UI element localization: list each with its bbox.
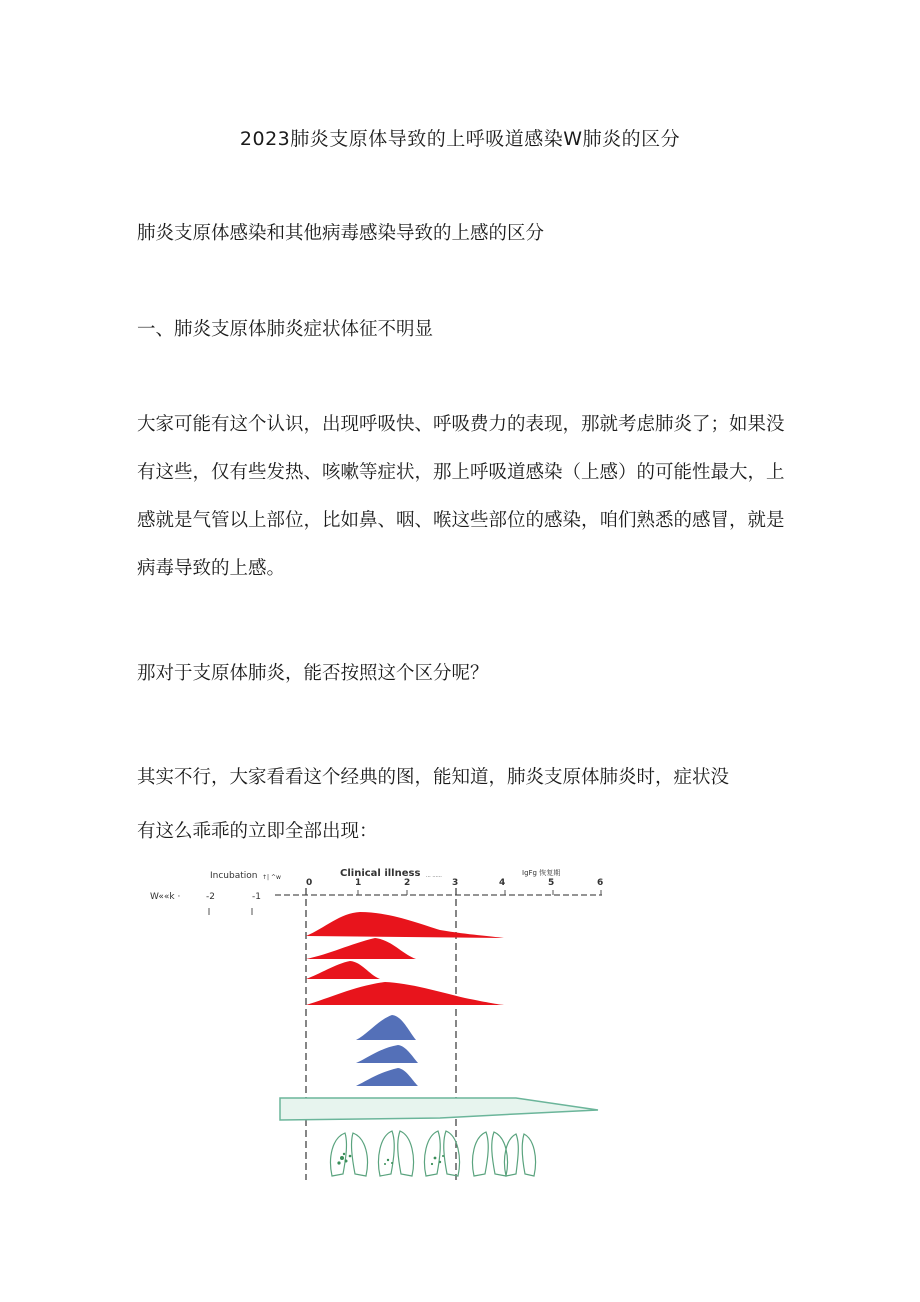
- tick-label-3: 3: [452, 878, 459, 888]
- antibody-curve-3: [356, 1068, 418, 1086]
- body-paragraph-2: 那对于支原体肺炎，能否按照这个区分呢？: [137, 663, 489, 684]
- body-paragraph-1: 大家可能有这个认识，出现呼吸快、呼吸费力的表现，那就考虑肺炎了；如果没有这些，仅有些发热、咳嗽等症状，那上呼吸道感染（上感）的可能性最大，上感就是气管以上部位，比如鼻、咽、喉这些部位的感染，咱们熟悉的感冒，就是病毒导致的上感。: [137, 414, 785, 579]
- symptom-curve-4: [306, 982, 504, 1005]
- lung-icon-4: [473, 1132, 508, 1176]
- antibody-curve-1: [356, 1015, 416, 1040]
- lung-icon-1: [331, 1133, 368, 1176]
- weeks-label: W««k ·: [150, 892, 181, 902]
- lung-icons: [331, 1131, 536, 1176]
- section-heading: 一、肺炎支原体肺炎症状体征不明显: [137, 319, 434, 340]
- document-title: 2023肺炎支原体导致的上呼吸道感染W肺炎的区分: [239, 128, 681, 150]
- symptom-curve-2: [306, 938, 416, 959]
- body-paragraph-3a: 其实不行，大家看看这个经典的图，能知道，肺炎支原体肺炎时，症状没: [137, 767, 730, 788]
- antibody-curve-2: [356, 1045, 418, 1063]
- tick-label-5: 5: [548, 878, 555, 888]
- timeline-diagram: [140, 858, 620, 1188]
- tick-label-0: 0: [306, 878, 313, 888]
- illness-timeline-figure: [140, 858, 620, 1188]
- tick-label-1: 1: [355, 878, 362, 888]
- clinical-illness-sublabel: ... ......: [426, 873, 442, 879]
- lung-icon-3: [425, 1131, 460, 1176]
- body-paragraph-3b: 有这么乖乖的立即全部出现：: [137, 821, 378, 842]
- subtitle: 肺炎支原体感染和其他病毒感染导致的上感的区分: [137, 223, 545, 244]
- lung-icon-2: [379, 1131, 414, 1176]
- incubation-label: Incubation: [210, 871, 258, 881]
- tick-label-m1: -1: [252, 892, 261, 902]
- tick-label-m2: -2: [206, 892, 215, 902]
- lung-icon-5: [504, 1134, 535, 1176]
- clinical-illness-label: Clinical illness: [340, 868, 421, 879]
- tick-label-4: 4: [499, 878, 506, 888]
- tick-label-2: 2: [404, 878, 411, 888]
- shedding-band: [280, 1098, 598, 1120]
- symptom-curve-1: [306, 912, 504, 938]
- axis-ticks: [358, 890, 601, 895]
- tick-label-6: 6: [597, 878, 604, 888]
- symptom-curve-3: [306, 961, 380, 979]
- incubation-marks: ↑| ^w: [262, 874, 281, 881]
- igg-label: IgFg 恢复期: [522, 869, 561, 877]
